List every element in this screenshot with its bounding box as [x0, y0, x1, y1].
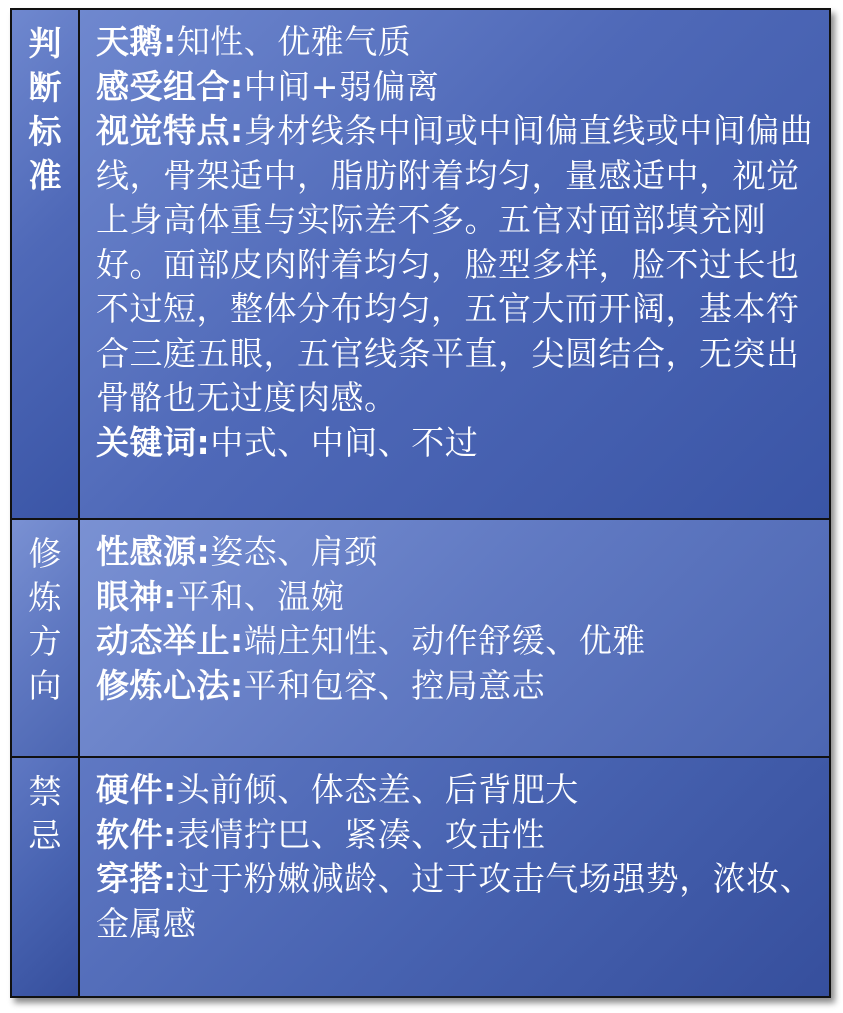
- entry-key: 天鹅:: [96, 22, 177, 61]
- entry-key: 软件:: [96, 814, 177, 854]
- entry-sexiness-source: [96, 530, 815, 575]
- label-char: 向: [28, 666, 62, 705]
- entry-key: 性感源:: [96, 532, 211, 571]
- section-content-judgment: [80, 10, 829, 520]
- entry-value: 平和、温婉: [176, 576, 345, 616]
- entry-value: 中间+弱偏离: [243, 66, 440, 106]
- label-char: 判: [28, 24, 62, 63]
- entry-value: 知性、优雅气质: [176, 22, 412, 61]
- entry-gaze: [96, 575, 815, 620]
- label-char: 准: [28, 156, 62, 195]
- entry-key: 关键词:: [96, 422, 211, 462]
- section-label-taboos: [12, 758, 80, 996]
- entry-hardware: [96, 768, 815, 813]
- entry-value: 端庄知性、动作舒缓、优雅: [243, 621, 646, 660]
- entry-key: 穿搭:: [96, 859, 177, 898]
- entry-key: 视觉特点:: [96, 111, 244, 150]
- entry-visual-features: [96, 109, 815, 421]
- entry-key: 感受组合:: [96, 66, 244, 106]
- entry-swan: [96, 20, 815, 65]
- entry-key: 修炼心法:: [96, 665, 244, 705]
- entry-value: 平和包容、控局意志: [243, 665, 546, 705]
- label-char: 禁: [28, 772, 62, 811]
- swan-type-table: [10, 8, 831, 998]
- section-content-taboos: [80, 758, 829, 996]
- entry-value: 表情拧巴、紧凑、攻击性: [176, 814, 546, 854]
- entry-key: 动态举止:: [96, 621, 244, 660]
- label-char: 修: [28, 534, 62, 573]
- entry-value: 姿态、肩颈: [210, 532, 378, 571]
- entry-outfit: [96, 857, 815, 946]
- section-label-judgment: [12, 10, 80, 520]
- entry-value: 身材线条中间或中间偏直线或中间偏曲线，骨架适中，脂肪附着均匀，量感适中，视觉上身高体重与实际差不多。五官对面部填充刚好。面部皮肉附着均匀，脸型多样，脸不过长也不过短，整体分布均匀，五官大而开阔，基本符合三庭五眼，五官线条平直，尖圆结合，无突出骨骼也无过度肉感。: [96, 111, 814, 417]
- entry-value: 头前倾、体态差、后背肥大: [176, 770, 579, 809]
- entry-key: 硬件:: [96, 770, 177, 809]
- entry-keywords: [96, 421, 815, 466]
- section-content-practice: [80, 520, 829, 758]
- entry-mindset: [96, 664, 815, 709]
- entry-demeanor: [96, 619, 815, 664]
- label-char: 炼: [28, 578, 62, 617]
- entry-value: 中式、中间、不过: [210, 422, 479, 462]
- entry-feeling-combo: [96, 65, 815, 110]
- entry-key: 眼神:: [96, 576, 177, 616]
- label-char: 忌: [28, 816, 62, 855]
- entry-software: [96, 813, 815, 858]
- label-char: 标: [28, 112, 62, 151]
- section-label-practice: [12, 520, 80, 758]
- label-char: 方: [28, 622, 62, 661]
- label-char: 断: [28, 68, 62, 107]
- entry-value: 过于粉嫩减龄、过于攻击气场强势，浓妆、金属感: [96, 859, 814, 943]
